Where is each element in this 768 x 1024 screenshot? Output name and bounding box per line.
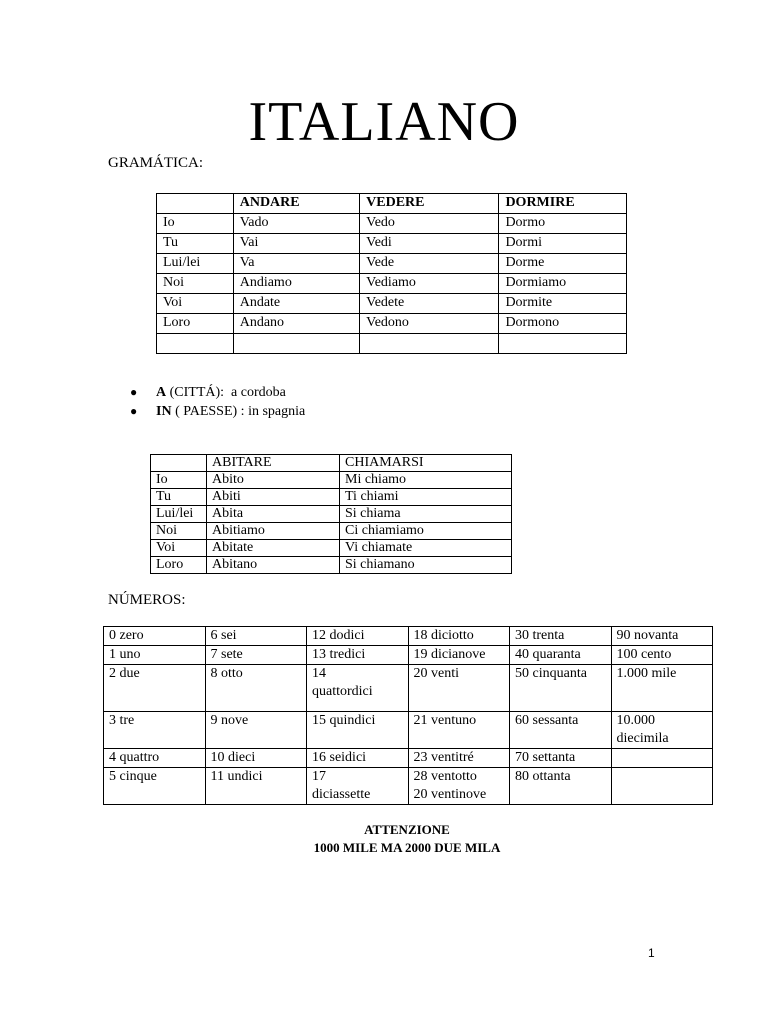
table-cell: Vi chiamate [340,540,512,557]
bullet-icon: ● [130,385,138,399]
table-cell: Lui/lei [151,506,207,523]
table-cell: 50 cinquanta [510,665,612,712]
table-cell: 10.000 diecimila [611,712,713,749]
table-cell: Io [151,472,207,489]
table-row [151,506,512,523]
table-cell: Lui/lei [157,254,234,274]
table-cell: Abitano [207,557,340,574]
table-cell: 15 quindici [307,712,409,749]
attention-note: 1000 MILE MA 2000 DUE MILA [313,840,501,855]
table-cell: Vado [233,214,359,234]
table-row [151,557,512,574]
table-row [157,314,627,334]
table-cell: Abito [207,472,340,489]
table-cell: 9 nove [205,712,307,749]
list-item [130,383,305,402]
table-row [104,749,713,768]
table-cell: Abitiamo [207,523,340,540]
table-cell: 4 quattro [104,749,206,768]
table-cell: 14 quattordici [307,665,409,712]
table-row [157,214,627,234]
table-header-row [151,455,512,472]
table-cell: 1 uno [104,646,206,665]
table-header-cell [151,455,207,472]
table-header-row [157,194,627,214]
table-header-cell: CHIAMARSI [340,455,512,472]
table-cell: 30 trenta [510,627,612,646]
table-cell: Noi [157,274,234,294]
table-cell [611,749,713,768]
bullet-list [130,383,305,421]
table-cell [233,334,359,354]
table-cell: Dormite [499,294,627,314]
table-cell: Andiamo [233,274,359,294]
table-cell: Ci chiamiamo [340,523,512,540]
bullet-text: ( PAESSE) : in spagnia [171,404,306,419]
table-cell: Abitate [207,540,340,557]
table-cell [157,334,234,354]
table-cell: Loro [151,557,207,574]
table-header-cell: ABITARE [207,455,340,472]
table-cell: 100 cento [611,646,713,665]
verbs-table-abitare-chiamarsi [150,454,512,574]
table-row [104,627,713,646]
table-cell: Dorme [499,254,627,274]
table-cell: 11 undici [205,768,307,805]
table-cell: 17 diciassette [307,768,409,805]
table-cell: Tu [151,489,207,506]
table-cell: Voi [151,540,207,557]
numbers-label: NÚMEROS: [108,592,186,608]
table-cell: 2 due [104,665,206,712]
table-cell: Andate [233,294,359,314]
table-cell: 90 novanta [611,627,713,646]
table-cell: Vedete [360,294,499,314]
table-cell: Vedo [360,214,499,234]
table-cell: 20 venti [408,665,510,712]
table-cell: Vediamo [360,274,499,294]
table-header-cell: ANDARE [233,194,359,214]
verbs-table-andare-vedere-dormire [156,193,627,354]
table-cell: 60 sessanta [510,712,612,749]
table-cell [611,768,713,805]
table-header-cell [157,194,234,214]
table-cell: Vai [233,234,359,254]
table-cell: 80 ottanta [510,768,612,805]
table-row [104,768,713,805]
table-cell: Abiti [207,489,340,506]
bullet-bold-term: IN [156,404,172,419]
table-cell [360,334,499,354]
table-cell: 21 ventuno [408,712,510,749]
table-cell: Mi chiamo [340,472,512,489]
table-cell: Dormi [499,234,627,254]
table-cell: Va [233,254,359,274]
table-row [151,489,512,506]
table-row-empty [157,334,627,354]
table-cell: Noi [151,523,207,540]
table-cell: Vedono [360,314,499,334]
table-header-cell: DORMIRE [499,194,627,214]
table-cell: 1.000 mile [611,665,713,712]
bullet-icon: ● [130,404,138,418]
table-row [151,523,512,540]
table-cell: 19 dicianove [408,646,510,665]
table-cell: Voi [157,294,234,314]
table-cell: 12 dodici [307,627,409,646]
table-row [157,254,627,274]
table-cell: Ti chiami [340,489,512,506]
table-cell: 13 tredici [307,646,409,665]
table-cell: Vede [360,254,499,274]
attention-heading: ATTENZIONE [364,822,450,837]
table-row [157,294,627,314]
table-cell: 3 tre [104,712,206,749]
table-row [157,274,627,294]
table-cell [499,334,627,354]
table-cell: Dormo [499,214,627,234]
table-row [151,472,512,489]
table-cell: 70 settanta [510,749,612,768]
table-cell: 6 sei [205,627,307,646]
table-cell: Dormiamo [499,274,627,294]
table-row [157,234,627,254]
table-cell: Andano [233,314,359,334]
table-cell: 18 diciotto [408,627,510,646]
table-cell: Abita [207,506,340,523]
table-cell: 5 cinque [104,768,206,805]
table-cell: 10 dieci [205,749,307,768]
table-row [104,712,713,749]
table-cell: Si chiamano [340,557,512,574]
table-cell: 23 ventitré [408,749,510,768]
list-item [130,402,305,421]
numbers-table [103,626,713,805]
grammar-label: GRAMÁTICA: [108,155,204,171]
table-cell: 8 otto [205,665,307,712]
table-cell: 16 seidici [307,749,409,768]
page-number: 1 [648,946,655,960]
table-row [104,665,713,712]
table-cell: 7 sete [205,646,307,665]
table-cell: Io [157,214,234,234]
table-cell: Loro [157,314,234,334]
table-cell: 0 zero [104,627,206,646]
document-title: ITALIANO [248,91,520,153]
table-cell: Vedi [360,234,499,254]
table-cell: Dormono [499,314,627,334]
bullet-bold-term: A [156,385,167,400]
table-row [104,646,713,665]
table-cell: 28 ventotto 20 ventinove [408,768,510,805]
table-cell: Tu [157,234,234,254]
table-cell: Si chiama [340,506,512,523]
table-row [151,540,512,557]
table-cell: 40 quaranta [510,646,612,665]
table-header-cell: VEDERE [360,194,499,214]
bullet-text: (CITTÁ): a cordoba [166,385,286,400]
